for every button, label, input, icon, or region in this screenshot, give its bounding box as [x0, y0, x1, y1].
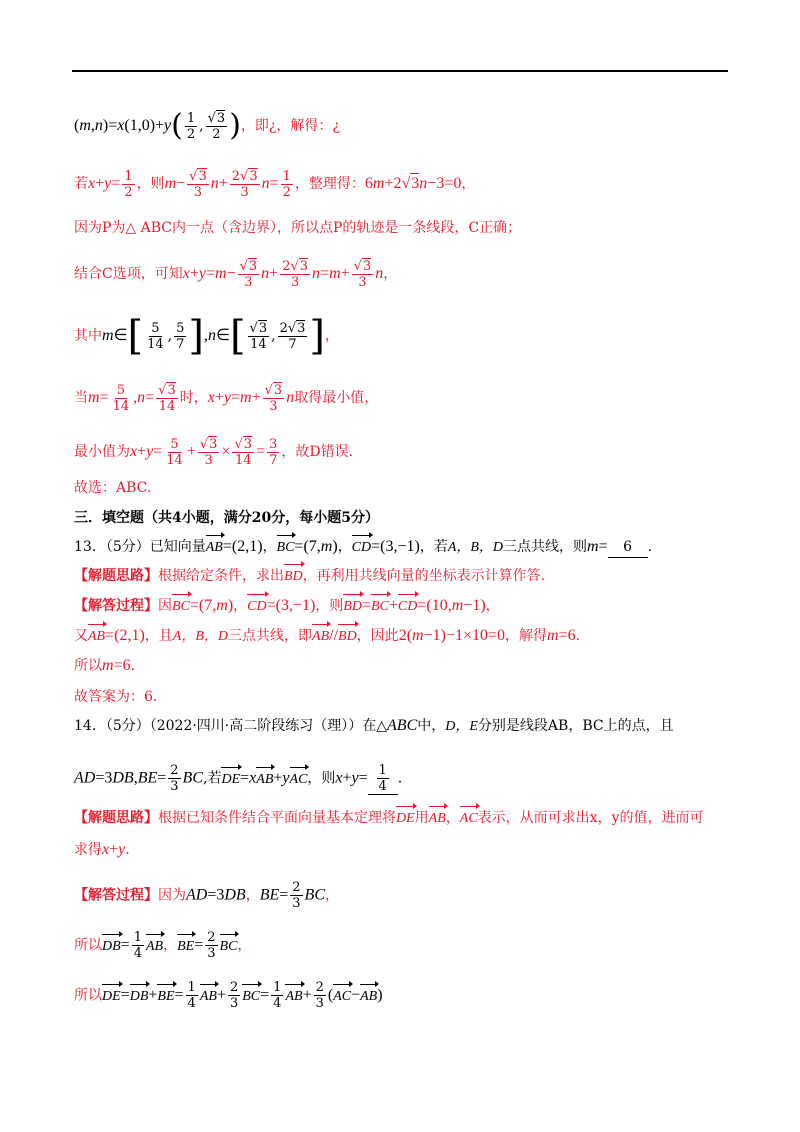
line-x-plus-y-half: 若x+y= $\frac{1}{2}$ ，则m− $\frac{√3}{3}$ n+ $\frac{2√3}{3}$ n= $\frac{1}{2}$ ，整理得：6m+2√3n−3=0， — [74, 168, 476, 200]
l6-a: 当 — [74, 390, 88, 406]
q14-idea: 【解题思路】根据已知条件结合平面向量基本定理将DE用AB，AC表示，从而可求出x，y的值，进而可 — [74, 808, 703, 829]
line-min-value: 最小值为x+y= $\frac{5}{14}$ + $\frac{√3}{3}$ × $\frac{√3}{14}$ = $\frac{3}{7}$ ，故D错误. — [74, 436, 354, 468]
q13-idea-text2: ，再利用共线向量的坐标表示计算作答. — [302, 568, 546, 584]
q14-proc-tag: 【解答过程】 — [74, 887, 158, 904]
q14-idea-text3: 表示，从而可求出x，y的值，进而可 — [477, 810, 704, 826]
line-answer-abc: 故选：ABC. — [74, 480, 152, 496]
line-range: 其中m∈[ $\frac{5}{14}$ , $\frac{5}{7}$ ],n∈[ $\frac{√3}{14}$ , $\frac{2√3}{7}$ ]， — [74, 313, 340, 359]
q14-tail: 分别是线段AB，BC上的点，且 — [477, 718, 674, 734]
q13-l2-c: 三点共线，即 — [228, 628, 313, 644]
q13-l2-points: A，B，D — [172, 629, 229, 644]
q13-proc-b: ，则 — [315, 598, 344, 614]
q13-mid: ，若 — [419, 539, 448, 555]
q13-answer-blank: 6 — [608, 537, 648, 558]
q13-l3-a: 所以 — [74, 658, 102, 674]
l7-b: ，故D错误. — [281, 444, 354, 460]
line-mn-coordinates: (m,n)=x(1,0)+y( $\frac{1}{2}$ , $\frac{√3}{2}$ )，即¿，解得：¿ — [74, 108, 340, 143]
l6-c: 取得最小值， — [294, 390, 379, 406]
q14-de: D，E — [445, 719, 478, 734]
q13-proc-tag: 【解答过程】 — [74, 598, 158, 614]
q14-process-3: 所以DE=DB+BE= $\frac{1}{4}$ AB+ $\frac{2}{3}$ BC= $\frac{1}{4}$ AB+ $\frac{2}{3}$ (AC−AB) — [74, 980, 383, 1011]
q14-mid: 中， — [417, 718, 446, 734]
l7-a: 最小值为 — [74, 444, 130, 460]
q14-num: 14．（5分）（2022·四川·高二阶段练习（理））在△ — [74, 718, 388, 734]
q13-l2-d: ，因此 — [356, 628, 399, 644]
q14-idea-text2: 用 — [414, 810, 429, 826]
line-trajectory: 因为P为△ ABC内一点（含边界），所以点P的轨迹是一条线段，C正确； — [74, 220, 522, 236]
q14-proc-a: 因为 — [158, 887, 186, 904]
q14-idea-text4: 求得 — [74, 842, 102, 858]
q13-process-2: 又AB=(2,1)，且A，B，D三点共线，即AB//BD，因此2(m−1)−1×10=0，解得m=6. — [74, 626, 580, 647]
q13-l2-a: 又 — [74, 628, 88, 644]
q14-l2-a: 若 — [207, 770, 222, 787]
q13-idea-text1: 根据给定条件，求出 — [158, 568, 284, 584]
q13-l2-b: ，且 — [144, 628, 173, 644]
section-title: 三．填空题（共4小题，满分20分，每小题5分） — [74, 510, 379, 526]
q14-process-2: 所以DB= $\frac{1}{4}$ AB，BE= $\frac{2}{3}$ BC， — [74, 930, 252, 961]
l4-a: 结合C选项，可知 — [74, 266, 183, 282]
line-min-condition: 当m= $\frac{5}{14}$ ,n= $\frac{√3}{14}$ 时，x+y=m+ $\frac{√3}{3}$ n取得最小值， — [74, 382, 379, 414]
q14-l2-b: ，则 — [307, 770, 336, 787]
q14-idea-2: 求得x+y. — [74, 841, 130, 858]
l2-b: ，则 — [136, 176, 165, 192]
q14-idea-tag: 【解题思路】 — [74, 810, 158, 826]
q14-l4-a: 所以 — [74, 987, 102, 1004]
q13-num: 13．（5分）已知向量 — [74, 539, 206, 555]
l6-b: 时， — [179, 390, 208, 406]
question-14-line2: AD=3DB,BE= $\frac{2}{3}$ BC,若DE=xAB+yAC，则x+y= $\frac{1}{4}$ . — [74, 763, 403, 794]
line-combine-c: 结合C选项，可知x+y=m− $\frac{√3}{3}$ n+ $\frac{2√3}{3}$ n=m+ $\frac{√3}{3}$ n， — [74, 259, 398, 290]
l5-a: 其中 — [74, 328, 102, 344]
question-14: 14．（5分）（2022·四川·高二阶段练习（理））在△ABC中，D，E分别是线段AB，BC上的点，且 — [74, 717, 674, 734]
l1-suffix: ，即¿，解得：¿ — [240, 118, 340, 134]
q13-answer: 故答案为：6. — [74, 689, 158, 705]
q14-idea-text1: 根据已知条件结合平面向量基本定理将 — [158, 810, 396, 826]
q13-process: 【解答过程】因BC=(7,m)，CD=(3,−1)，则BD=BC+CD=(10,m−1)， — [74, 596, 500, 617]
q14-l3-a: 所以 — [74, 937, 102, 954]
q13-l2-e: ，解得 — [505, 628, 547, 644]
q14-process: 【解答过程】因为AD=3DB，BE= $\frac{2}{3}$ BC， — [74, 880, 339, 911]
l2-c: ，整理得： — [294, 176, 365, 192]
q13-tail: 三点共线，则 — [503, 539, 588, 555]
q13-points: A，B，D — [447, 540, 504, 555]
q13-proc-a: 因 — [158, 598, 172, 614]
header-rule — [72, 70, 728, 72]
q14-answer-blank: $\frac{1}{4}$ — [368, 763, 398, 795]
q13-process-3: 所以m=6. — [74, 657, 136, 674]
l2-a: 若 — [74, 176, 88, 192]
question-13: 13．（5分）已知向量AB=(2,1)，BC=(7,m)，CD=(3,−1)，若A，B，D三点共线，则m= 6 . — [74, 537, 652, 558]
q13-idea: 【解题思路】根据给定条件，求出BD，再利用共线向量的坐标表示计算作答. — [74, 566, 545, 587]
q13-idea-tag: 【解题思路】 — [74, 568, 158, 584]
